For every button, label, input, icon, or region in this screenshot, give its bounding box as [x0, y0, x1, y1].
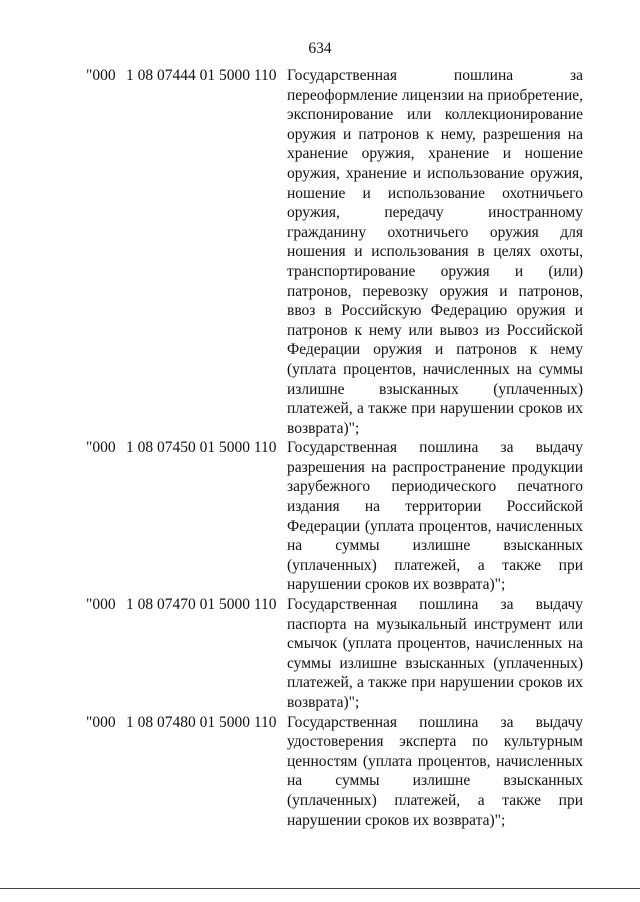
- page-number: 634: [308, 40, 332, 57]
- entry-prefix: "000: [86, 439, 116, 457]
- list-item: [0, 438, 640, 595]
- entry-description: Государственная пошлина за выдачу удостоверения эксперта по культурным ценностям (уплата процентов, начисленных на суммы излишне взысканных (уплаченных) платежей, а также при нарушении сроков их возврата)";: [287, 713, 583, 829]
- entry-description: Государственная пошлина за выдачу разрешения на распространение продукции зарубежного периодического печатного издания на территории Российской Федерации (уплата процентов, начисленных на суммы излишне взысканных (уплаченных) платежей, а также при нарушении сроков их возврата)";: [287, 439, 583, 594]
- budget-classification-code: 1 08 07480 01 5000 110: [126, 713, 277, 731]
- scan-edge-line: [0, 888, 640, 889]
- entry-prefix: "000: [86, 67, 116, 84]
- budget-classification-code: 1 08 07444 01 5000 110: [126, 67, 277, 84]
- budget-classification-code: 1 08 07450 01 5000 110: [126, 439, 277, 457]
- entry-description: Государственная пошлина за переоформление лицензии на приобретение, экспонирование или коллекционирование оружия и патронов к нему, разрешения на хранение оружия, хранение и ношение оружия, хранение и использование оружия, ношение и использование охотничьего оружия, передачу иностранному гражданину охотничьего оружия для ношения и использования в целях охоты, транспортирование оружия и (или) патронов, перевозку оружия и патронов, ввоз в Российскую Федерацию оружия и патронов к нему или вывоз из Российской Федерации оружия и патронов к нему (уплата процентов, начисленных на суммы излишне взысканных (уплаченных) платежей, а также при нарушении сроков их возврата)";: [287, 67, 583, 437]
- entry-prefix: "000: [86, 713, 116, 731]
- budget-code-list: [0, 66, 640, 830]
- entry-prefix: "000: [86, 596, 116, 614]
- list-item: [0, 66, 640, 438]
- entry-description: Государственная пошлина за выдачу паспорта на музыкальный инструмент или смычок (уплата процентов, начисленных на суммы излишне взысканных (уплаченных) платежей, а также при нарушении сроков их возврата)";: [287, 596, 583, 711]
- list-item: [0, 595, 640, 713]
- budget-classification-code: 1 08 07470 01 5000 110: [126, 596, 277, 614]
- list-item: [0, 713, 640, 831]
